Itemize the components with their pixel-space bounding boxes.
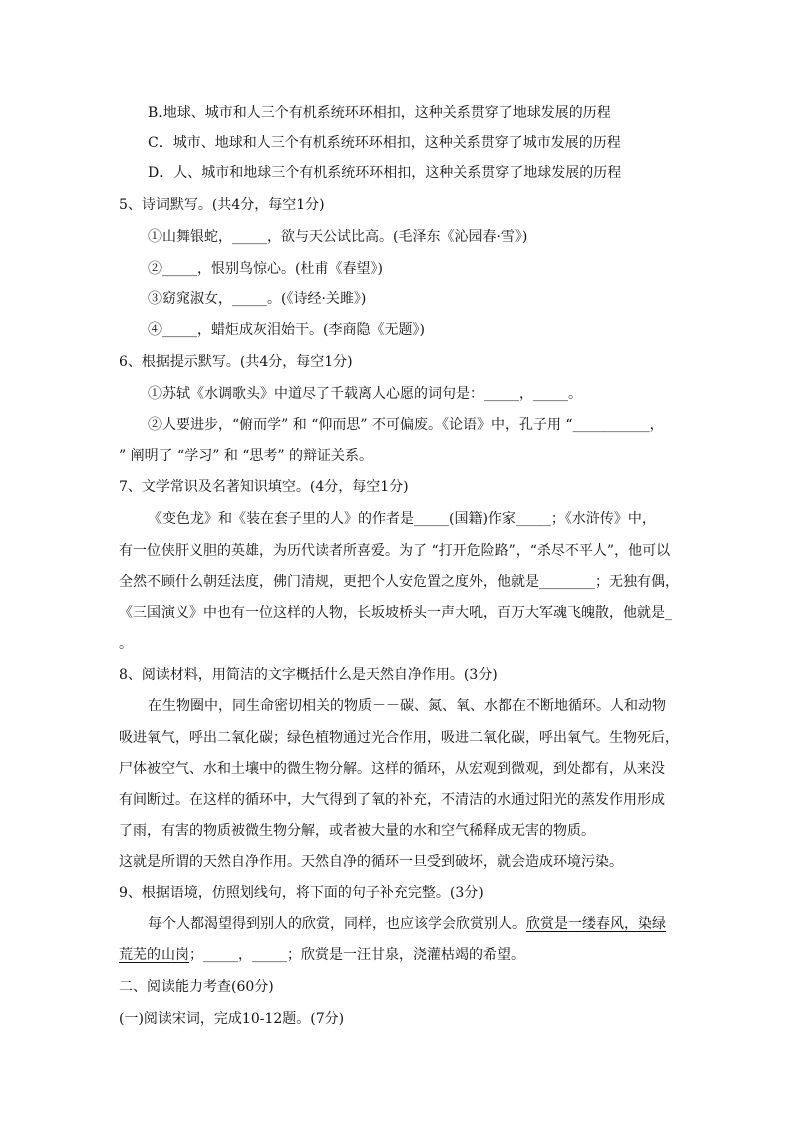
question-9-title: 9、根据语境，仿照划线句，将下面的句子补充完整。(3分) — [119, 885, 484, 901]
question-5-item-1: ①山舞银蛇，_____，欲与天公试比高。(毛泽东《沁园春·雪》) — [148, 229, 528, 245]
question-9-blanks: ；_____，_____；欣赏是一汪甘泉，浇灌枯竭的希望。 — [189, 947, 525, 963]
question-6-item-2-line-2: ” 阐明了 “学习” 和 “思考” 的辩证关系。 — [119, 448, 374, 464]
question-6-title: 6、根据提示默写。(共4分，每空1分) — [119, 354, 353, 370]
underlined-model-sentence: 欣赏是一缕春风，染绿 — [526, 916, 666, 932]
option-c: C．城市、地球和人三个有机系统环环相扣，这种关系贯穿了城市发展的历程 — [148, 135, 621, 151]
question-7-line-5: 。 — [119, 636, 133, 652]
passage-line-1: 在生物圈中，同生命密切相关的物质－－碳、氮、氧、水都在不断地循环。人和动物 — [148, 698, 666, 714]
question-9-line-1 — [148, 915, 666, 933]
question-5-title: 5、诗词默写。(共4分，每空1分) — [119, 197, 325, 213]
question-9-line-2 — [119, 946, 525, 964]
question-7-title: 7、文学常识及名著知识填空。(4分，每空1分) — [119, 479, 409, 495]
question-7-line-3: 全然不顾什么朝廷法度，佛门清规，更把个人安危置之度外，他就是________；无独有偶， — [119, 574, 679, 590]
section-2-subtitle: (一)阅读宋词，完成10-12题。(7分) — [119, 1011, 345, 1027]
passage-line-3: 尸体被空气、水和土壤中的微生物分解。这样的循环，从宏观到微观，到处都有，从来没 — [119, 761, 665, 777]
question-7-line-4: 《三国演义》中也有一位这样的人物，长坂坡桥头一声大吼，百万大军魂飞魄散，他就是_ — [119, 605, 672, 621]
option-d: D．人、城市和地球三个有机系统环环相扣，这种关系贯穿了地球发展的历程 — [148, 165, 622, 181]
passage-line-6: 这就是所谓的天然自净作用。天然自净的循环一旦受到破坏，就会造成环境污染。 — [119, 854, 623, 870]
question-8-title: 8、阅读材料，用简洁的文字概括什么是天然自净作用。(3分) — [119, 667, 498, 683]
underlined-model-sentence-end: 荒芜的山岗 — [119, 947, 189, 963]
passage-line-2: 吸进氧气，呼出二氧化碳；绿色植物通过光合作用，吸进二氧化碳，呼出氧气。生物死后， — [119, 730, 679, 746]
question-5-item-4: ④_____，蜡炬成灰泪始干。(李商隐《无题》) — [148, 322, 425, 338]
option-b: B.地球、城市和人三个有机系统环环相扣，这种关系贯穿了地球发展的历程 — [148, 105, 611, 121]
question-7-line-2: 有一位侠肝义胆的英雄，为历代读者所喜爱。为了 “打开危险路”，“杀尽不平人”，他可以 — [119, 543, 671, 559]
question-9-context: 每个人都渴望得到别人的欣赏，同样，也应该学会欣赏别人。 — [148, 916, 526, 932]
passage-line-4: 有间断过。在这样的循环中，大气得到了氧的补充，不清洁的水通过阳光的蒸发作用形成 — [119, 792, 665, 808]
question-6-item-2-line-1: ②人要进步，“俯而学” 和 “仰而思” 不可偏废。《论语》中，孔子用 “___________， — [148, 417, 664, 433]
question-5-item-3: ③窈窕淑女，_____。(《诗经·关雎》) — [148, 291, 367, 307]
question-5-item-2: ②_____，恨别鸟惊心。(杜甫《春望》) — [148, 261, 383, 277]
passage-line-5: 了雨，有害的物质被微生物分解，或者被大量的水和空气稀释成无害的物质。 — [119, 823, 595, 839]
question-7-line-1: 《变色龙》和《装在套子里的人》的作者是_____(国籍)作家_____；《水浒传》中， — [148, 511, 656, 527]
section-2-title: 二、阅读能力考查(60分) — [119, 979, 274, 995]
question-6-item-1: ①苏轼《水调歌头》中道尽了千载离人心愿的词句是：_____，_____。 — [148, 386, 582, 402]
